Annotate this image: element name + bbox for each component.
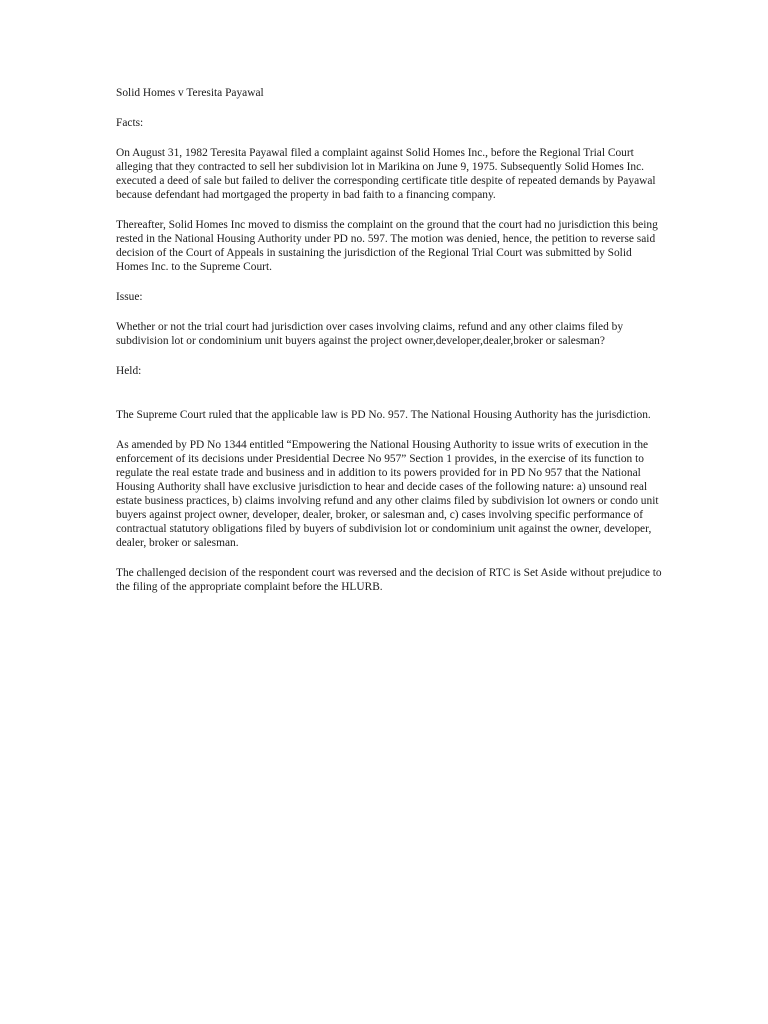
held-paragraph-2: As amended by PD No 1344 entitled “Empowering the National Housing Authority to issue writs of execution in the enforcement of its decisions under Presidential Decree No 957” Section 1 provides, in the exercise of its function to regulate the real estate trade and business and in addition to its powers provided for in PD No 957 that the National Housing Authority shall have exclusive jurisdiction to hear and decide cases of the following nature: a) unsound real estate business practices, b) claims involving refund and any other claims filed by subdivision lot owners or condo unit buyers against project owner, developer, dealer, broker, or salesman and, c) cases involving specific performance of contractual statutory obligations filed by buyers of subdivision lot or condominium unit against the owner, developer, dealer, broker or salesman.: [116, 439, 659, 549]
held-heading: Held:: [116, 365, 142, 377]
held-paragraph-1: The Supreme Court ruled that the applicable law is PD No. 957. The National Housing Authority has the jurisdiction.: [116, 409, 651, 421]
facts-paragraph-1: On August 31, 1982 Teresita Payawal filed a complaint against Solid Homes Inc., before the Regional Trial Court alleging that they contracted to sell her subdivision lot in Marikina on June 9, 1975. Subsequently Solid Homes Inc. executed a deed of sale but failed to deliver the corresponding certificate title despite of repeated demands by Payawal because defendant had mortgaged the property in bad faith to a financing company.: [116, 147, 656, 201]
facts-heading: Facts:: [116, 117, 144, 129]
document-title: Solid Homes v Teresita Payawal: [116, 87, 264, 99]
issue-paragraph: Whether or not the trial court had jurisdiction over cases involving claims, refund and any other claims filed by subdivision lot or condominium unit buyers against the project owner,developer,dealer,broker or salesman?: [116, 321, 624, 347]
document-body: [116, 86, 664, 610]
facts-paragraph-2: Thereafter, Solid Homes Inc moved to dismiss the complaint on the ground that the court had no jurisdiction this being rested in the National Housing Authority under PD no. 597. The motion was denied, hence, the petition to reverse said decision of the Court of Appeals in sustaining the jurisdiction of the Regional Trial Court was submitted by Solid Homes Inc. to the Supreme Court.: [116, 219, 658, 273]
issue-heading: Issue:: [116, 291, 143, 303]
held-paragraph-3: The challenged decision of the respondent court was reversed and the decision of RTC is Set Aside without prejudice to the filing of the appropriate complaint before the HLURB.: [116, 567, 662, 593]
